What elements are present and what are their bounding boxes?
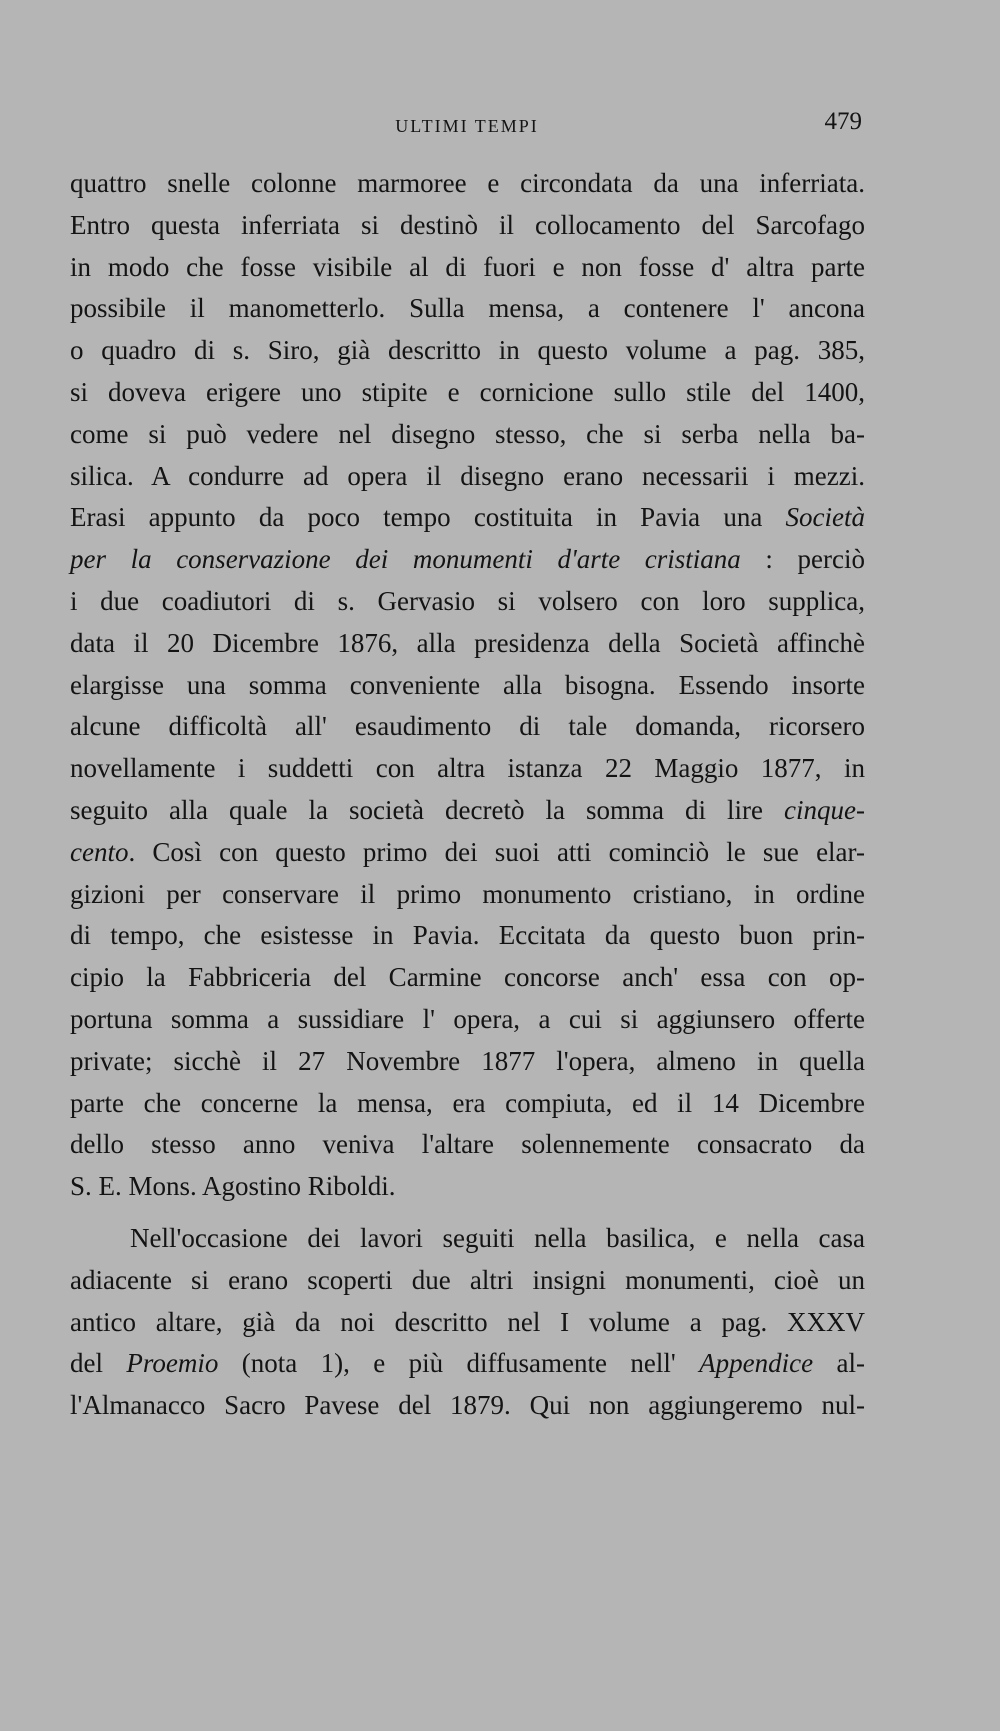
text-line: adiacente si erano scoperti due altri insigni monumenti, cioè un bbox=[70, 1264, 865, 1295]
text-line: dello stesso anno veniva l'altare solennemente consacrato da bbox=[70, 1129, 865, 1160]
text-line: possibile il manometterlo. Sulla mensa, a contenere l' ancona bbox=[70, 293, 865, 324]
text-line: l'Almanacco Sacro Pavese del 1879. Qui non aggiungeremo nul- bbox=[70, 1390, 865, 1421]
text-line: silica. A condurre ad opera il disegno erano necessarii i mezzi. bbox=[70, 460, 865, 491]
text-line: in modo che fosse visibile al di fuori e non fosse d' altra parte bbox=[70, 251, 865, 282]
text-line: i due coadiutori di s. Gervasio si volsero con loro supplica, bbox=[70, 585, 865, 616]
text-line: Erasi appunto da poco tempo costituita in Pavia una Società bbox=[70, 502, 865, 533]
text-line: quattro snelle colonne marmoree e circondata da una inferriata. bbox=[70, 168, 865, 198]
text-line: cipio la Fabbriceria del Carmine concorse anch' essa con op- bbox=[70, 962, 865, 993]
page-number: 479 bbox=[824, 108, 862, 135]
running-head: ULTIMI TEMPI bbox=[395, 116, 539, 136]
text-line: portuna somma a sussidiare l' opera, a cui si aggiunsero offerte bbox=[70, 1003, 865, 1034]
text-line: Nell'occasione dei lavori seguiti nella basilica, e nella casa bbox=[130, 1222, 865, 1253]
italic-text: Appendice bbox=[699, 1348, 814, 1379]
text-line: private; sicchè il 27 Novembre 1877 l'opera, almeno in quella bbox=[70, 1045, 865, 1076]
text-line: cento. Così con questo primo dei suoi atti cominciò le sue elar- bbox=[70, 836, 865, 867]
italic-text: Proemio bbox=[126, 1348, 219, 1379]
text-line: come si può vedere nel disegno stesso, che si serba nella ba- bbox=[70, 418, 865, 449]
text-line: data il 20 Dicembre 1876, alla presidenza della Società affinchè bbox=[70, 627, 865, 658]
text-line: Entro questa inferriata si destinò il collocamento del Sarcofago bbox=[70, 209, 865, 240]
body-text bbox=[70, 163, 865, 1427]
text-line: alcune difficoltà all' esaudimento di tale domanda, ricorsero bbox=[70, 711, 865, 742]
text-line: novellamente i suddetti con altra istanza 22 Maggio 1877, in bbox=[70, 753, 865, 784]
text-line: o quadro di s. Siro, già descritto in questo volume a pag. 385, bbox=[70, 335, 865, 366]
text-line: si doveva erigere uno stipite e cornicione sullo stile del 1400, bbox=[70, 376, 865, 407]
text-line: di tempo, che esistesse in Pavia. Eccitata da questo buon prin- bbox=[70, 920, 865, 951]
italic-text: per la conservazione dei monumenti d'arte cristiana bbox=[70, 544, 741, 575]
text-line: S. E. Mons. Agostino Riboldi. bbox=[70, 1171, 396, 1202]
text-line: del Proemio (nota 1), e più diffusamente nell' Appendice al- bbox=[70, 1348, 865, 1379]
paragraph bbox=[70, 163, 865, 1208]
italic-text: cinque- bbox=[784, 794, 865, 825]
italic-text: cento bbox=[70, 836, 129, 867]
text-line: parte che concerne la mensa, era compiuta, ed il 14 Dicembre bbox=[70, 1087, 865, 1118]
page-header bbox=[72, 108, 862, 148]
paragraph bbox=[70, 1218, 865, 1427]
text-line: per la conservazione dei monumenti d'arte cristiana : perciò bbox=[70, 544, 865, 575]
text-line: seguito alla quale la società decretò la somma di lire cinque- bbox=[70, 794, 865, 825]
text-line: elargisse una somma conveniente alla bisogna. Essendo insorte bbox=[70, 669, 865, 700]
paragraph-gap bbox=[70, 1208, 865, 1218]
text-line: gizioni per conservare il primo monumento cristiano, in ordine bbox=[70, 878, 865, 909]
text-line: antico altare, già da noi descritto nel I volume a pag. XXXV bbox=[70, 1306, 865, 1337]
italic-text: Società bbox=[785, 502, 865, 533]
